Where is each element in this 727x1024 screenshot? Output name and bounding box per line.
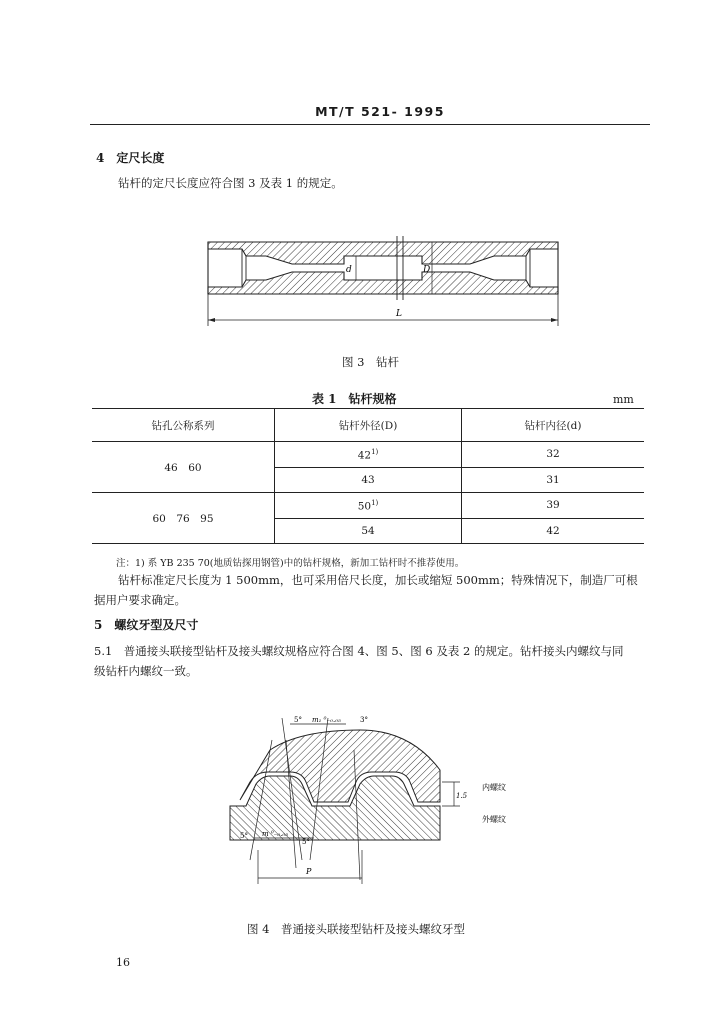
inner-diameter-cell: 32 bbox=[462, 442, 645, 468]
standard-code: MT/T 521- 1995 bbox=[315, 104, 445, 119]
thread-profile-figure bbox=[210, 710, 520, 890]
header-rule bbox=[90, 124, 650, 125]
angle-bottom-left: 5° bbox=[240, 832, 248, 840]
section-5-1-line-1: 5.1 普通接头联接型钻杆及接头螺纹规格应符合图 4、图 5、图 6 及表 2 的规定。钻杆接头内螺纹与同 bbox=[94, 644, 624, 658]
angle-bottom-right: 5° bbox=[302, 838, 310, 846]
inner-thread-label: 内螺纹 bbox=[482, 783, 506, 792]
length-paragraph-line-1: 钻杆标准定尺长度为 1 500mm，也可采用倍尺长度，加长或缩短 500mm；特殊情况下，制造厂可根 bbox=[118, 573, 638, 587]
outer-diameter-cell: 54 bbox=[275, 518, 462, 544]
angle-top-right: 3° bbox=[360, 716, 368, 724]
series-cell: 46 60 bbox=[92, 442, 275, 493]
section-5-1-line-2: 级钻杆内螺纹一致。 bbox=[94, 664, 198, 678]
length-paragraph-line-2: 据用户要求确定。 bbox=[94, 593, 186, 607]
series-cell: 60 76 95 bbox=[92, 493, 275, 544]
section-4-paragraph: 钻杆的定尺长度应符合图 3 及表 1 的规定。 bbox=[118, 176, 343, 190]
figure-3-caption: 图 3 钻杆 bbox=[342, 355, 399, 369]
outer-thread-label: 外螺纹 bbox=[482, 815, 506, 824]
section-5-title: 5 螺纹牙型及尺寸 bbox=[94, 618, 199, 632]
section-4-title: 4 定尺长度 bbox=[96, 151, 165, 165]
angle-top-left: 5° bbox=[294, 716, 302, 724]
inner-diameter-cell: 39 bbox=[462, 493, 645, 519]
outer-diameter-cell: 43 bbox=[275, 467, 462, 493]
header-outer-diameter: 钻杆外径(D) bbox=[275, 409, 462, 442]
table-row bbox=[92, 493, 644, 519]
table-1-unit: mm bbox=[613, 393, 634, 406]
header-series: 钻孔公称系列 bbox=[92, 409, 275, 442]
drill-rod-figure bbox=[196, 228, 568, 328]
dim-d-label: d bbox=[346, 265, 352, 275]
top-dim-label: m₁ ⁰₋₀.₀₅ bbox=[312, 716, 341, 724]
inner-diameter-cell: 42 bbox=[462, 518, 645, 544]
height-label: 1.5 bbox=[456, 792, 468, 800]
pitch-label: P bbox=[306, 867, 312, 876]
dim-L-label: L bbox=[396, 309, 402, 319]
table-header-row bbox=[92, 409, 644, 442]
header-inner-diameter: 钻杆内径(d) bbox=[462, 409, 645, 442]
inner-diameter-cell: 31 bbox=[462, 467, 645, 493]
figure-4-caption: 图 4 普通接头联接型钻杆及接头螺纹牙型 bbox=[247, 922, 465, 936]
table-1-title: 表 1 钻杆规格 bbox=[312, 392, 397, 406]
table-1-note: 注：1) 系 YB 235 70(地质钻探用钢管)中的钻杆规格，新加工钻杆时不推荐使用。 bbox=[116, 558, 465, 569]
drill-rod-spec-table bbox=[92, 408, 644, 544]
outer-diameter-cell: 42$^{1)}$ bbox=[275, 442, 462, 468]
bottom-dim-label: m ⁰₋₀.₀₅ bbox=[262, 830, 289, 838]
dim-D-label: D bbox=[423, 265, 431, 275]
outer-diameter-cell: 50$^{1)}$ bbox=[275, 493, 462, 519]
page-number: 16 bbox=[116, 956, 130, 969]
table-row bbox=[92, 442, 644, 468]
